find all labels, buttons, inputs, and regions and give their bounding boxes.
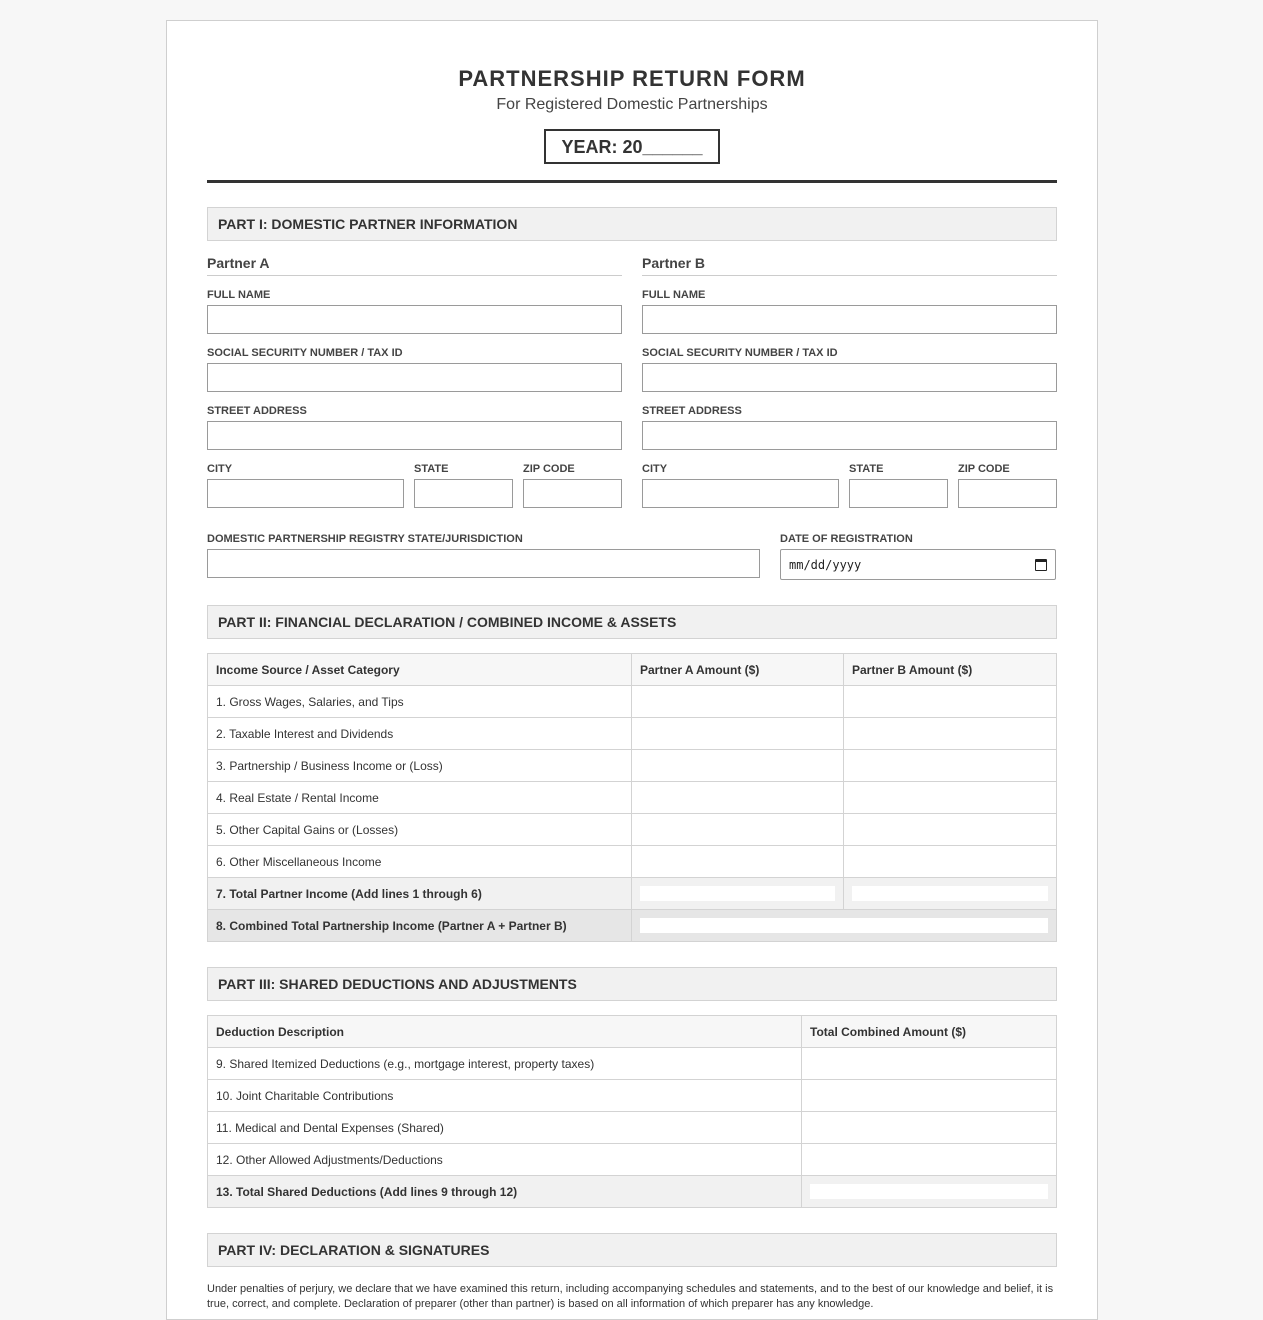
income-table-header [208, 654, 1057, 686]
form-page [166, 20, 1098, 1320]
combined-total-field[interactable] [640, 918, 1048, 933]
part3-heading: PART III: SHARED DEDUCTIONS AND ADJUSTMENTS [207, 967, 1057, 1001]
partner-a-ssn-label: SOCIAL SECURITY NUMBER / TAX ID [207, 347, 403, 359]
partner-a-city-label: CITY [207, 463, 233, 475]
total-income-label: 7. Total Partner Income (Add lines 1 through 6) [208, 878, 632, 910]
partner-b-state-label: STATE [849, 463, 884, 475]
income-row-label: 1. Gross Wages, Salaries, and Tips [208, 686, 632, 718]
partner-b-amount-cell[interactable] [844, 750, 1057, 782]
part2-heading: PART II: FINANCIAL DECLARATION / COMBINED INCOME & ASSETS [207, 605, 1057, 639]
income-source-header: Income Source / Asset Category [208, 654, 632, 686]
partner-b-amount-cell[interactable] [844, 814, 1057, 846]
perjury-declaration: Under penalties of perjury, we declare that we have examined this return, including accompanying schedules and statements, and to the best of our knowledge and belief, it is true, correct, and complete. Declaration of preparer (other than partner) is based on all information of which preparer has any knowledge. [207, 1283, 1054, 1310]
registry-label: DOMESTIC PARTNERSHIP REGISTRY STATE/JURISDICTION [207, 533, 523, 545]
partner-b-amount-cell[interactable] [844, 782, 1057, 814]
income-table [207, 653, 1057, 942]
deduction-row-label: 10. Joint Charitable Contributions [208, 1080, 802, 1112]
partner-b-amount-cell[interactable] [844, 686, 1057, 718]
partner-columns [207, 255, 1057, 508]
partner-b-title: Partner B [642, 255, 1057, 276]
partner-a-amount-cell[interactable] [632, 782, 844, 814]
partner-b-city-label: CITY [642, 463, 668, 475]
partner-a-amount-cell[interactable] [632, 846, 844, 878]
year-box: YEAR: 20______ [544, 129, 719, 164]
partner-a-amount-header: Partner A Amount ($) [632, 654, 844, 686]
partner-a-street-label: STREET ADDRESS [207, 405, 307, 417]
partner-b-ssn-label: SOCIAL SECURITY NUMBER / TAX ID [642, 347, 838, 359]
form-subtitle: For Registered Domestic Partnerships [496, 96, 768, 113]
partner-a-amount-cell[interactable] [632, 750, 844, 782]
registry-input[interactable] [207, 549, 760, 578]
income-row-label: 6. Other Miscellaneous Income [208, 846, 632, 878]
partner-b-amount-cell[interactable] [844, 718, 1057, 750]
income-row-label: 2. Taxable Interest and Dividends [208, 718, 632, 750]
partner-a-street-input[interactable] [207, 421, 622, 450]
income-row-label: 5. Other Capital Gains or (Losses) [208, 814, 632, 846]
deductions-table-header [208, 1016, 1057, 1048]
deduction-amount-cell[interactable] [802, 1080, 1057, 1112]
partner-b-zip-label: ZIP CODE [958, 463, 1010, 475]
partner-b-amount-header: Partner B Amount ($) [844, 654, 1057, 686]
deduction-amount-cell[interactable] [802, 1048, 1057, 1080]
deductions-table [207, 1015, 1057, 1208]
partner-a-zip-input[interactable] [523, 479, 622, 508]
partner-b-zip-input[interactable] [958, 479, 1057, 508]
table-row [208, 782, 1057, 814]
partner-a-state-label: STATE [414, 463, 449, 475]
total-deductions-row [208, 1176, 1057, 1208]
partner-a-ssn-input[interactable] [207, 363, 622, 392]
table-row [208, 814, 1057, 846]
combined-amount-header: Total Combined Amount ($) [802, 1016, 1057, 1048]
total-income-row [208, 878, 1057, 910]
table-row [208, 718, 1057, 750]
partner-a-amount-cell[interactable] [632, 814, 844, 846]
deduction-amount-cell[interactable] [802, 1112, 1057, 1144]
partner-a-state-input[interactable] [414, 479, 513, 508]
partner-b-amount-cell[interactable] [844, 846, 1057, 878]
partner-a-city-input[interactable] [207, 479, 404, 508]
deduction-row-label: 9. Shared Itemized Deductions (e.g., mortgage interest, property taxes) [208, 1048, 802, 1080]
partner-a-full-name-input[interactable] [207, 305, 622, 334]
registration-date-label: DATE OF REGISTRATION [780, 533, 913, 545]
registration-date-input[interactable] [780, 549, 1056, 580]
combined-income-label: 8. Combined Total Partnership Income (Partner A + Partner B) [208, 910, 632, 942]
partner-b-street-input[interactable] [642, 421, 1057, 450]
form-title: PARTNERSHIP RETURN FORM [458, 66, 806, 91]
deduction-row-label: 11. Medical and Dental Expenses (Shared) [208, 1112, 802, 1144]
date-placeholder: mm/dd/yyyy [789, 557, 862, 572]
partner-b-city-input[interactable] [642, 479, 839, 508]
table-row [208, 750, 1057, 782]
table-row [208, 1080, 1057, 1112]
calendar-icon[interactable] [1035, 559, 1047, 571]
table-row [208, 846, 1057, 878]
partner-a-title: Partner A [207, 255, 622, 276]
combined-income-row [208, 910, 1057, 942]
deduction-description-header: Deduction Description [208, 1016, 802, 1048]
income-row-label: 4. Real Estate / Rental Income [208, 782, 632, 814]
table-row [208, 1112, 1057, 1144]
partner-b-full-name-label: FULL NAME [642, 289, 706, 301]
partner-a-total-field[interactable] [640, 886, 835, 901]
income-row-label: 3. Partnership / Business Income or (Loss) [208, 750, 632, 782]
partner-b-city-row [642, 450, 1057, 508]
registry-row [207, 513, 1057, 580]
partner-a-zip-label: ZIP CODE [523, 463, 575, 475]
partner-b-full-name-input[interactable] [642, 305, 1057, 334]
partner-a-full-name-label: FULL NAME [207, 289, 271, 301]
total-deductions-label: 13. Total Shared Deductions (Add lines 9 through 12) [208, 1176, 802, 1208]
header-divider [207, 180, 1057, 183]
table-row [208, 1048, 1057, 1080]
part1-heading: PART I: DOMESTIC PARTNER INFORMATION [207, 207, 1057, 241]
total-deductions-field[interactable] [810, 1184, 1048, 1199]
table-row [208, 686, 1057, 718]
partner-b-section [642, 255, 1057, 508]
deduction-amount-cell[interactable] [802, 1144, 1057, 1176]
part4-heading: PART IV: DECLARATION & SIGNATURES [207, 1233, 1057, 1267]
partner-a-city-row [207, 450, 622, 508]
partner-a-amount-cell[interactable] [632, 718, 844, 750]
partner-b-street-label: STREET ADDRESS [642, 405, 742, 417]
deduction-row-label: 12. Other Allowed Adjustments/Deductions [208, 1144, 802, 1176]
partner-a-section [207, 255, 622, 508]
form-header [207, 21, 1057, 164]
table-row [208, 1144, 1057, 1176]
partner-b-total-field[interactable] [852, 886, 1048, 901]
partner-b-state-input[interactable] [849, 479, 948, 508]
partner-b-ssn-input[interactable] [642, 363, 1057, 392]
partner-a-amount-cell[interactable] [632, 686, 844, 718]
